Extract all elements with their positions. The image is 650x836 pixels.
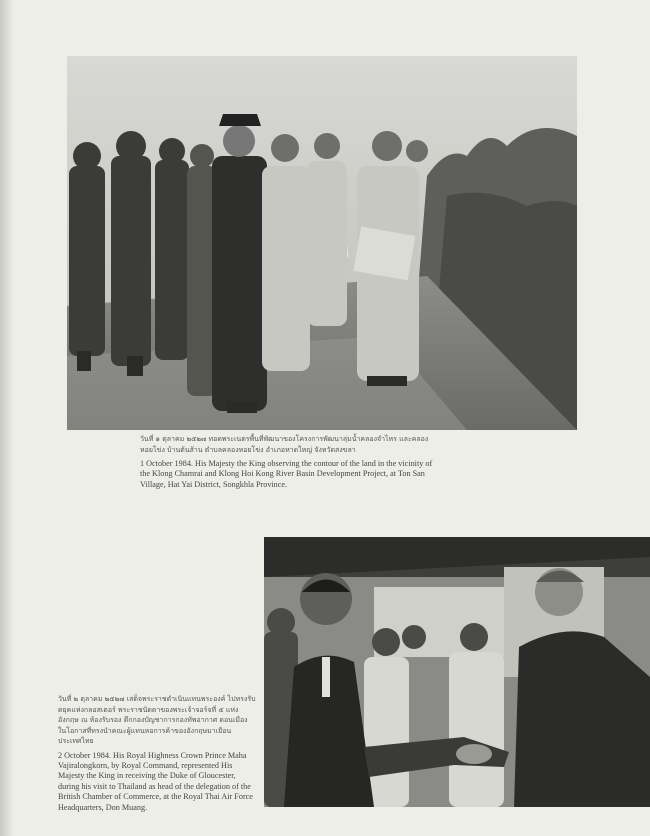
crown-prince-handshake-photo <box>264 537 650 807</box>
king-land-survey-photo <box>67 56 577 430</box>
top-caption-thai: วันที่ ๑ ตุลาคม ๒๕๒๗ ทอดพระเนตรพื้นที่พัฒนาของโครงการพัฒนาลุ่มน้ำคลองจำไหร และคลองหอยโข่ง บ้านต้นส้าน ตำบลคลองหอยโข่ง อำเภอหาดใหญ่ จังหวัดสงขลา <box>140 435 429 454</box>
bottom-caption-english: 2 October 1984. His Royal Highness Crown Prince Maha Vajiralongkorn, by Royal Command, represented His Majesty the King in receiving the Duke of Gloucester, during his visit to Thailand as head of the delegation of the British Chamber of Commerce, at the Royal Thai Air Force Headquarters, Don Muang. <box>58 750 253 812</box>
bottom-caption-thai: วันที่ ๒ ตุลาคม ๒๕๒๗ เสด็จพระราชดำเนินแทนพระองค์ ไปทรงรับดยุคแห่งกลอสเตอร์ พระราชนัดดาของพระเจ้าจอร์จที่ ๕ แห่งอังกฤษ ณ ห้องรับรอง ตึกกองบัญชาการกองทัพอากาศ ดอนเมือง ในโอกาสที่ทรงนำคณะผู้แทนหอการค้าของอังกฤษมาเยือนประเทศไทย <box>58 695 256 745</box>
bottom-photo-caption <box>58 694 258 817</box>
page-gutter-shadow <box>0 0 14 836</box>
top-caption-english: 1 October 1984. His Majesty the King observing the contour of the land in the vicinity of the Klong Chamrai and Klong Hoi Kong River Basin Development Project, at Ton San Village, Hat Yai District, Songkhla Province. <box>140 459 433 489</box>
top-photo-caption <box>140 434 440 494</box>
